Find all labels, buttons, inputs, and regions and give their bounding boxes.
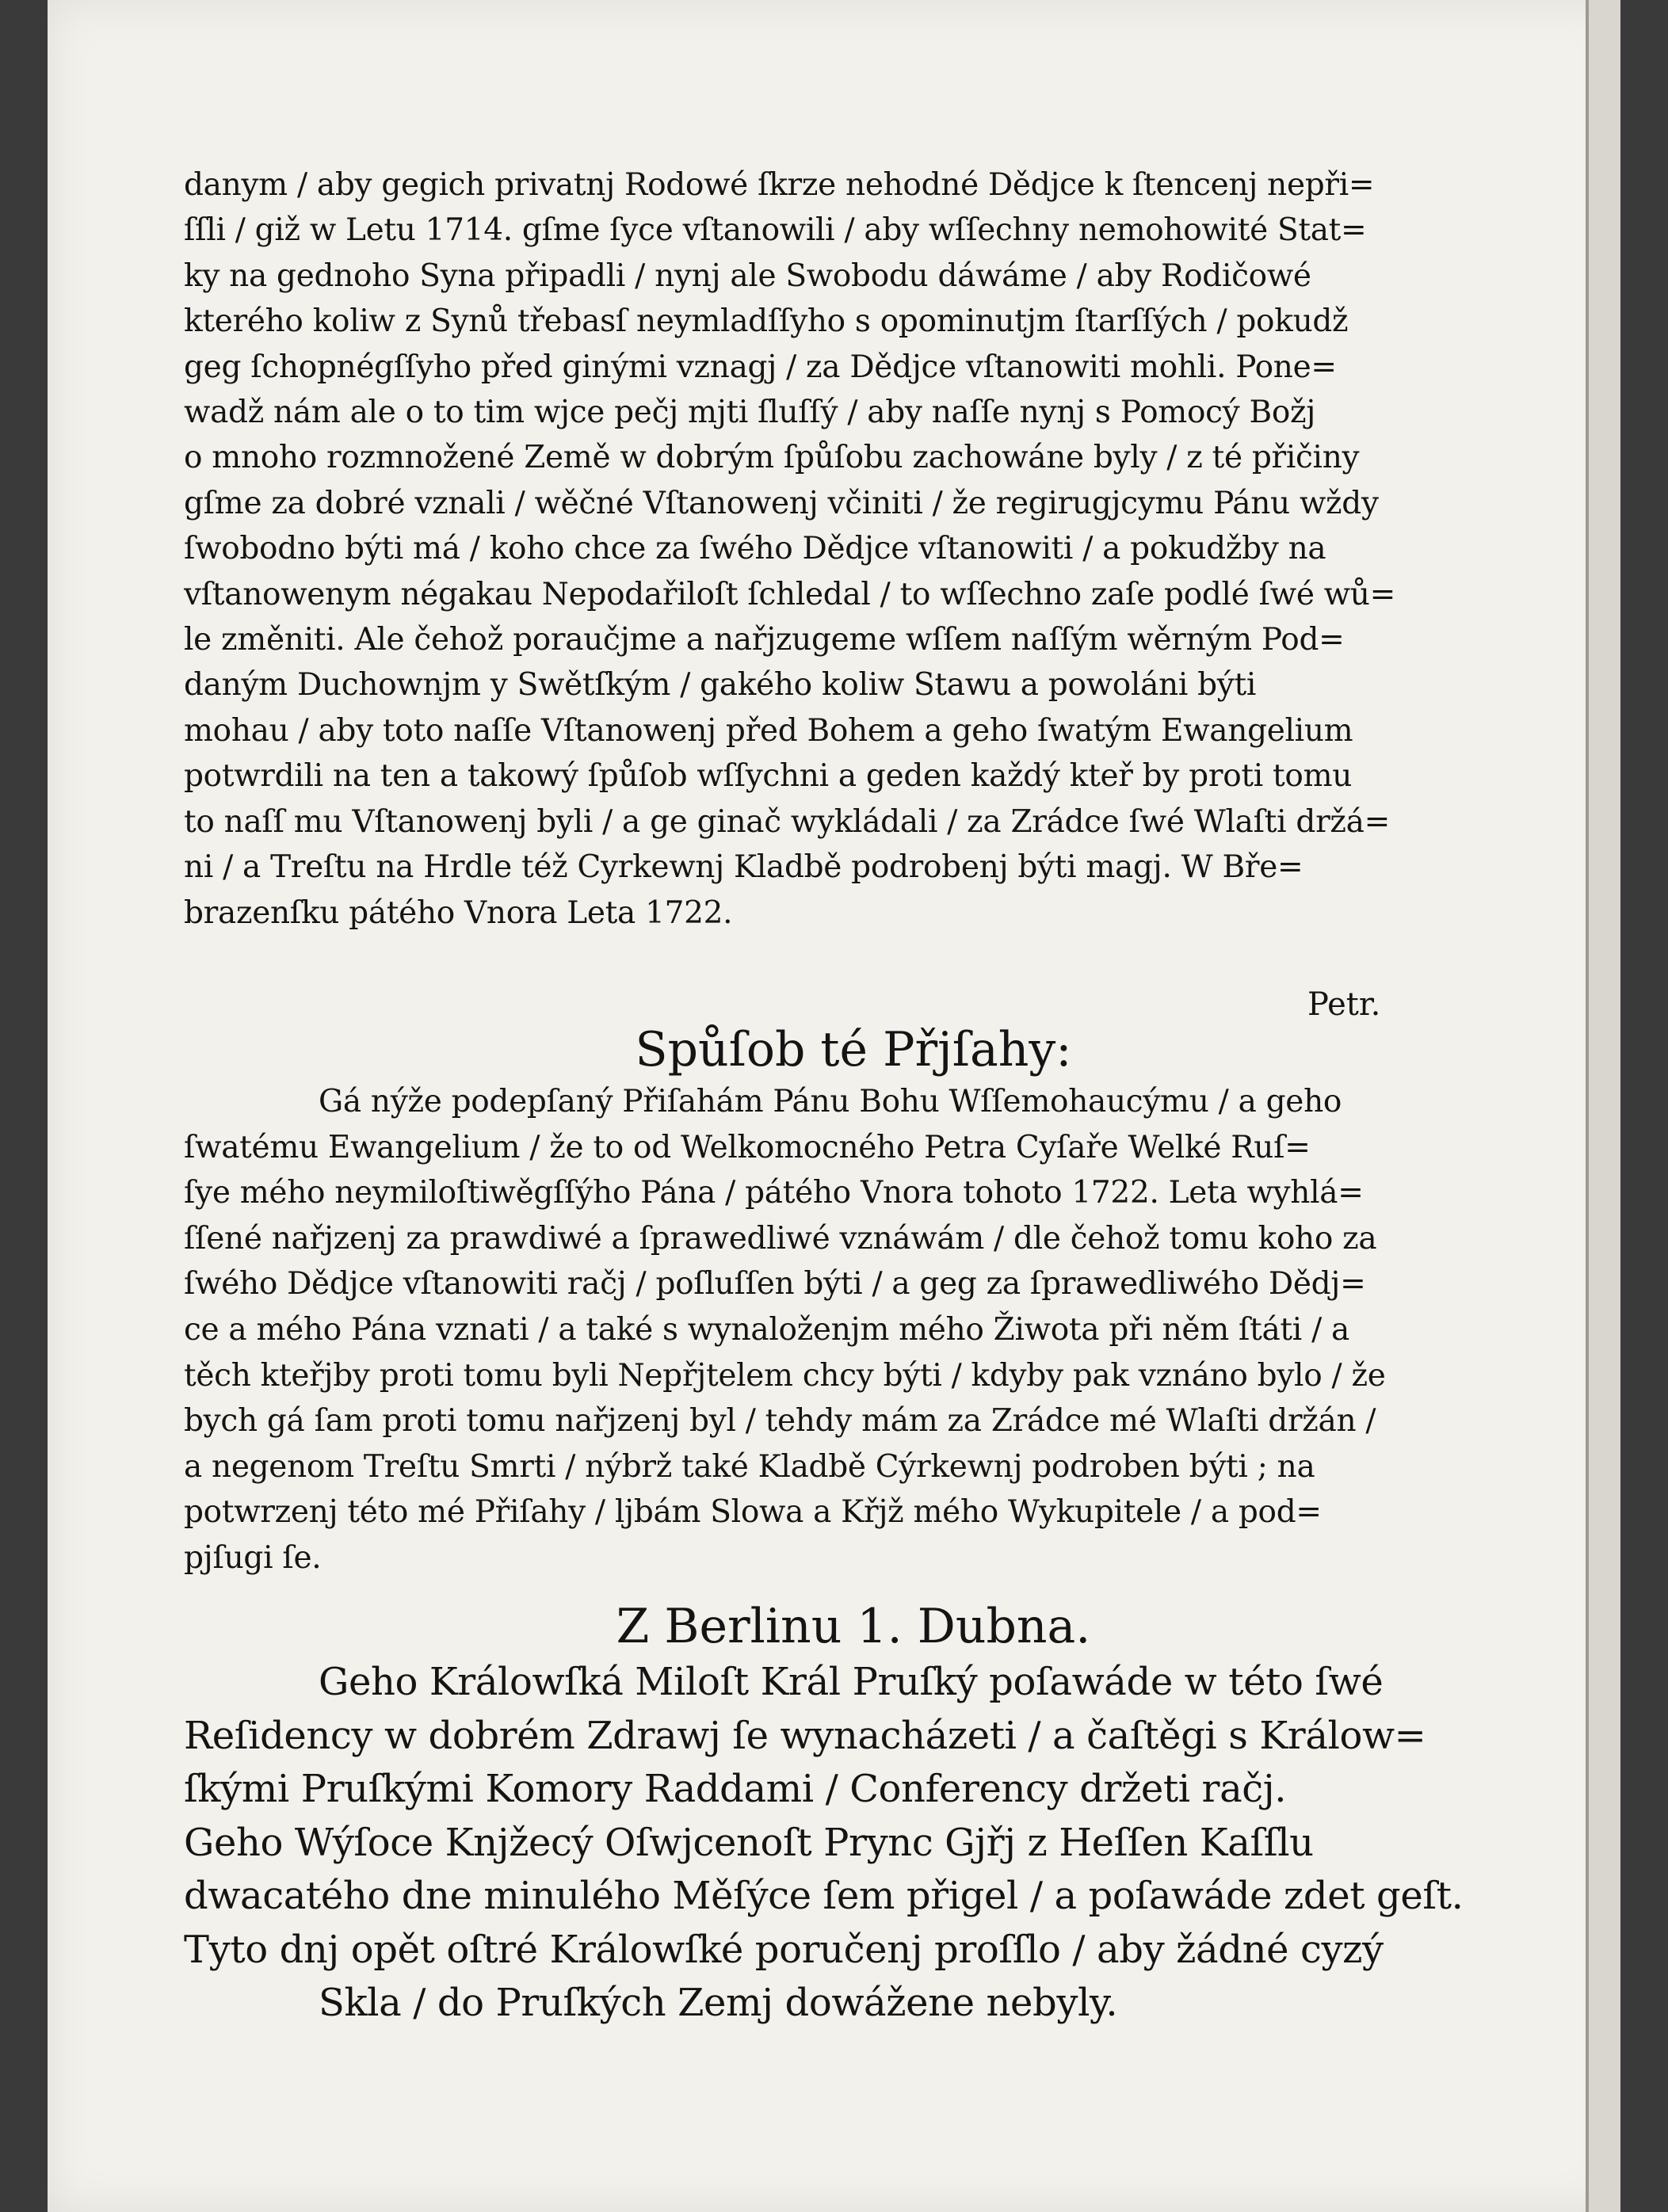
text-line: Gá nýže podepſaný Přiſahám Pánu Bohu Wſſemohaucýmu / a geho — [319, 1084, 1342, 1119]
signature: Petr. — [1307, 986, 1381, 1023]
text-line: ſwatému Ewangelium / že to od Welkomocného Petra Cyſaře Welké Ruſ= — [184, 1129, 1311, 1165]
text-line: ni / a Treſtu na Hrdle též Cyrkewnj Kladbě podrobenj býti magj. W Bře= — [184, 849, 1303, 886]
text-line: to naſſ mu Vſtanowenj byli / a ge ginač wykládali / za Zrádce ſwé Wlaſti držá= — [184, 803, 1390, 840]
text-line: těch kteřjby proti tomu byli Nepřjtelem chcy býti / kdyby pak vznáno bylo / že — [184, 1357, 1386, 1394]
text-line: brazenſku pátého Vnora Leta 1722. — [184, 894, 733, 931]
text-line: ſkými Pruſkými Komory Raddami / Conferency držeti račj. — [184, 1767, 1287, 1811]
text-line: ſſli / giž w Letu 1714. gſme ſyce vſtanowili / aby wſſechny nemohowité Stat= — [184, 212, 1367, 249]
text-line: a negenom Treſtu Smrti / nýbrž také Kladbě Cýrkewnj podroben býti ; na — [184, 1448, 1315, 1485]
text-line: daným Duchownjm y Swětſkým / gakého koliw Stawu a powoláni býti — [184, 667, 1257, 704]
oath-heading: Spůſob té Přjſahy: — [635, 1022, 1072, 1077]
text-line: ſwého Dědjce vſtanowiti račj / poſluſſen býti / a geg za ſprawedliwého Dědj= — [184, 1266, 1366, 1302]
text-line: o mnoho rozmnožené Země w dobrým ſpůſobu zachowáne byly / z té přičiny — [184, 440, 1360, 476]
text-line: Geho Wýſoce Knjžecý Oſwjcenoſt Prync Gjřj z Heſſen Kaſſlu — [184, 1820, 1314, 1865]
oath-paragraph — [184, 1079, 1523, 1581]
text-line: mohau / aby toto naſſe Vſtanowenj před Bohem a geho ſwatým Ewangelium — [184, 712, 1353, 749]
text-line: dwacatého dne minulého Měſýce ſem přigel / a poſawáde zdet geſt. — [184, 1874, 1464, 1918]
text-line: potwrdili na ten a takowý ſpůſob wſſychni a geden každý kteř by proti tomu — [184, 758, 1353, 795]
text-line: vſtanowenym négakau Nepodařiloſt ſchledal / to wſſechno zaſe podlé ſwé wů= — [184, 576, 1395, 612]
text-line: Reſidency w dobrém Zdrawj ſe wynacházeti / a čaſtěgi s Králow= — [184, 1713, 1426, 1758]
berlin-paragraph — [184, 1656, 1523, 2031]
text-line: le změniti. Ale čehož poraučjme a nařjzugeme wſſem naſſým wěrným Pod= — [184, 622, 1345, 658]
text-line: gſme za dobré vznali / wěčné Vſtanowenj včiniti / že regirugjcymu Pánu wždy — [184, 485, 1379, 521]
text-line: danym / aby gegich privatnj Rodowé ſkrze nehodné Dědjce k ſtencenj nepři= — [184, 167, 1375, 203]
text-line: potwrzenj této mé Přiſahy / ljbám Slowa a Křjž mého Wykupitele / a pod= — [184, 1494, 1322, 1531]
text-line: ky na gednoho Syna připadli / nynj ale Swobodu dáwáme / aby Rodičowé — [184, 257, 1311, 294]
berlin-dateline: Z Berlinu 1. Dubna. — [616, 1599, 1091, 1654]
text-line: ce a mého Pána vznati / a také s wynaloženjm mého Žiwota při něm ſtáti / a — [184, 1311, 1349, 1348]
page-edge — [1586, 0, 1620, 2212]
text-line: ſwobodno býti má / koho chce za ſwého Dědjce vſtanowiti / a pokudžby na — [184, 531, 1326, 567]
text-line: ſſené nařjzenj za prawdiwé a ſprawedliwé vznáwám / dle čehož tomu koho za — [184, 1220, 1377, 1257]
text-line: Skla / do Pruſkých Zemj dowážene nebyly. — [319, 1981, 1118, 2025]
text-line: kterého koliw z Synů třebasſ neymladſſyho s opominutjm ſtarſſých / pokudž — [184, 303, 1349, 340]
text-line: Geho Králowſká Miloſt Král Pruſký poſawáde w této ſwé — [319, 1660, 1384, 1704]
text-line: pjſugi ſe. — [184, 1539, 322, 1576]
text-line: geg ſchopnégſſyho před ginými vznagj / za Dědjce vſtanowiti mohli. Pone= — [184, 349, 1337, 385]
text-line: ſye mého neymiloſtiwěgſſýho Pána / pátého Vnora tohoto 1722. Leta wyhlá= — [184, 1175, 1364, 1211]
text-line: bych gá ſam proti tomu nařjzenj byl / tehdy mám za Zrádce mé Wlaſti držán / — [184, 1403, 1376, 1440]
text-line: wadž nám ale o to tim wjce pečj mjti ſluſſý / aby naſſe nynj s Pomocý Božj — [184, 395, 1316, 431]
text-line: Tyto dnj opět oſtré Králowſké poručenj proſſlo / aby žádné cyzý — [184, 1927, 1384, 1972]
decree-paragraph — [184, 162, 1523, 936]
